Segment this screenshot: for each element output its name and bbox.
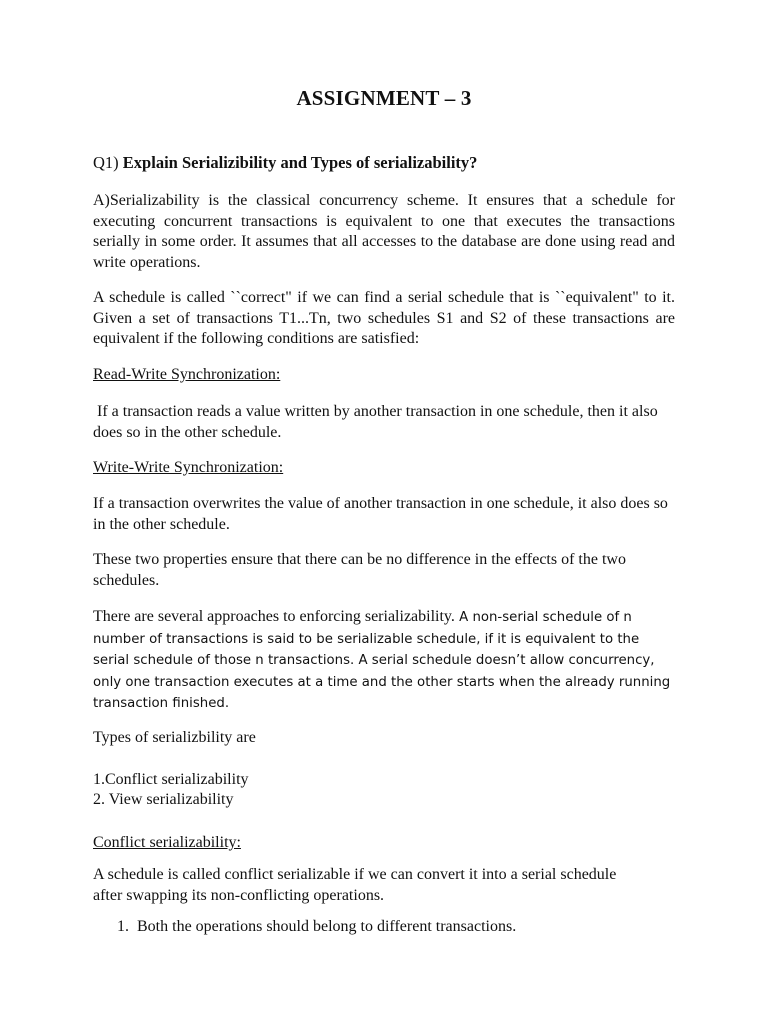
question-text: Explain Serializibility and Types of serializability? — [122, 153, 478, 172]
approaches-serif-text: There are several approaches to enforcing serializability. — [93, 608, 455, 625]
approaches-paragraph — [93, 607, 678, 715]
answer-intro-paragraph: A)Serializability is the classical concurrency scheme. It ensures that a schedule for executing concurrent transactions is equivalent to one that executes the transactions serially in some order. It assumes that all accesses to the database are done using read and write operations. — [93, 192, 675, 271]
write-write-paragraph: If a transaction overwrites the value of another transaction in one schedule, it also does so in the other schedule. — [93, 495, 668, 533]
list-number: 1. — [117, 918, 129, 935]
approaches-sans-text: A non-serial schedule of n number of transactions is said to be serializable schedule, if it is equivalent to the serial schedule of those n transactions. A serial schedule doesn’t allow concurrency, only one transaction executes at a time and the other starts when the already running transaction finished. — [93, 610, 671, 712]
read-write-heading: Read-Write Synchronization: — [93, 366, 281, 383]
document-title: ASSIGNMENT – 3 — [296, 86, 472, 110]
properties-paragraph: These two properties ensure that there can be no difference in the effects of the two schedules. — [93, 551, 626, 589]
list-text: Both the operations should belong to different transactions. — [137, 918, 517, 935]
question-1 — [93, 153, 477, 173]
type-item-2: 2. View serializability — [93, 791, 234, 808]
types-intro: Types of serializbility are — [93, 729, 256, 746]
correct-schedule-paragraph: A schedule is called ``correct" if we can find a serial schedule that is ``equivalent" to it. Given a set of transactions T1...Tn, two schedules S1 and S2 of these transactions are equivalent if the following conditions are satisfied: — [93, 289, 675, 347]
conflict-heading: Conflict serializability: — [93, 834, 241, 851]
write-write-heading: Write-Write Synchronization: — [93, 459, 284, 476]
conflict-paragraph: A schedule is called conflict serializable if we can convert it into a serial schedule after swapping its non-conflicting operations. — [93, 866, 617, 904]
question-prefix: Q1) — [93, 153, 119, 172]
type-item-1: 1.Conflict serializability — [93, 771, 249, 788]
conflict-list-item-1 — [117, 918, 516, 936]
read-write-paragraph: If a transaction reads a value written by another transaction in one schedule, then it also does so in the other schedule. — [93, 403, 662, 441]
